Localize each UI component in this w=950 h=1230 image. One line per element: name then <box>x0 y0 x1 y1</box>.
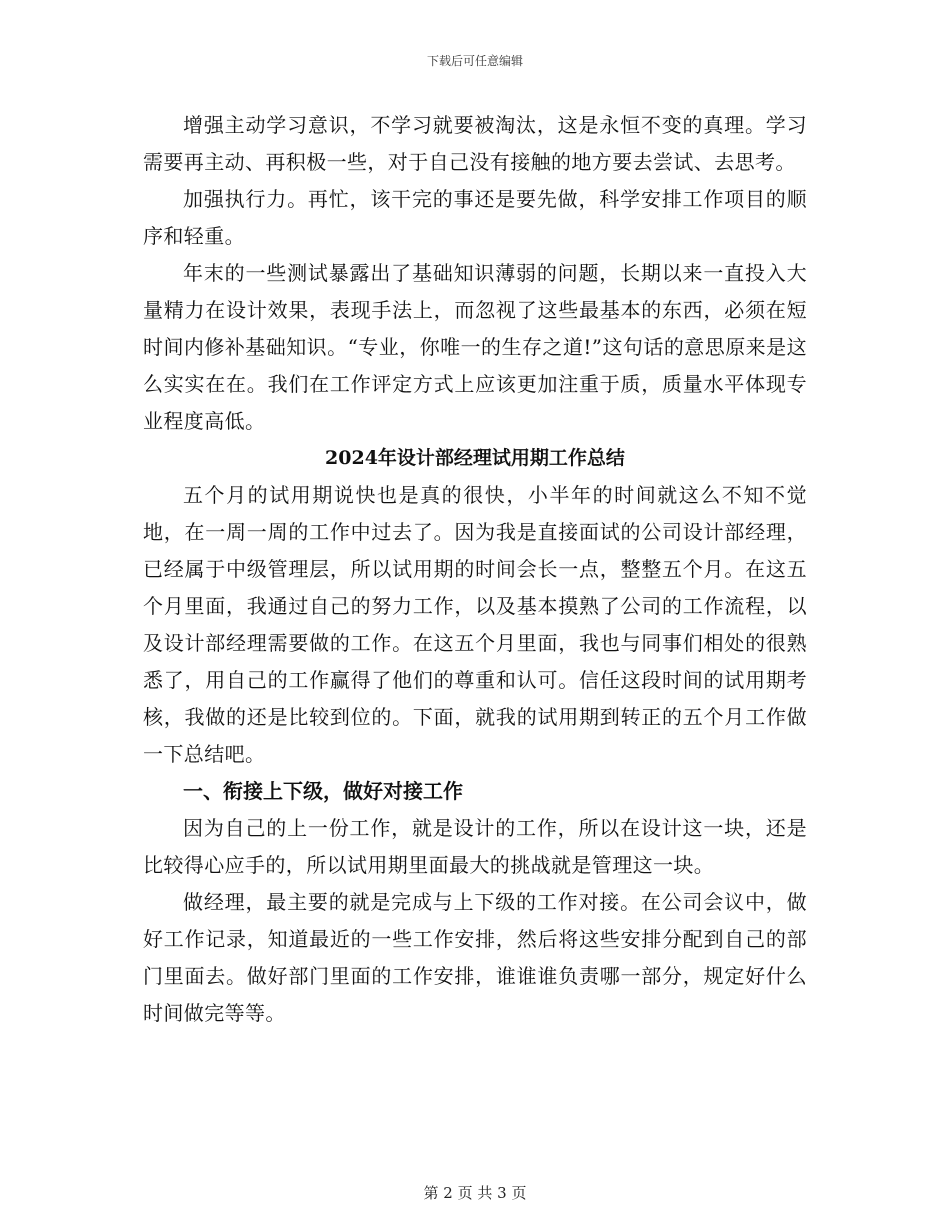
paragraph-basics: 年末的一些测试暴露出了基础知识薄弱的问题，长期以来一直投入大量精力在设计效果，表现手法上，而忽视了这些最基本的东西，必须在短时间内修补基础知识。“专业，你唯一的生存之道!”这句话的意思原来是这么实实在在。我们在工作评定方式上应该更加注重于质，质量水平体现专业程度高低。 <box>143 261 807 433</box>
page-footer: 第 2 页 共 3 页 <box>423 1184 527 1202</box>
paragraph-learning: 增强主动学习意识，不学习就要被淘汰，这是永恒不变的真理。学习需要再主动、再积极一些，对于自己没有接触的地方要去尝试、去思考。 <box>143 113 807 174</box>
document-title: 2024年设计部经理试用期工作总结 <box>325 447 625 469</box>
paragraph-intro: 五个月的试用期说快也是真的很快，小半年的时间就这么不知不觉地，在一周一周的工作中过去了。因为我是直接面试的公司设计部经理，已经属于中级管理层，所以试用期的时间会长一点，整整五个月。在这五个月里面，我通过自己的努力工作，以及基本摸熟了公司的工作流程，以及设计部经理需要做的工作。在这五个月里面，我也与同事们相处的很熟悉了，用自己的工作赢得了他们的尊重和认可。信任这段时间的试用期考核，我做的还是比较到位的。下面，就我的试用期到转正的五个月工作做一下总结吧。 <box>143 483 807 766</box>
paragraph-previous-job: 因为自己的上一份工作，就是设计的工作，所以在设计这一块，还是比较得心应手的，所以试用期里面最大的挑战就是管理这一块。 <box>143 816 807 877</box>
page-header: 下载后可任意编辑 <box>426 54 523 68</box>
paragraph-manager-duty: 做经理，最主要的就是完成与上下级的工作对接。在公司会议中，做好工作记录，知道最近的一些工作安排，然后将这些安排分配到自己的部门里面去。做好部门里面的工作安排，谁谁谁负责哪一部分，规定好什么时间做完等等。 <box>143 890 807 1025</box>
paragraph-execution: 加强执行力。再忙，该干完的事还是要先做，科学安排工作项目的顺序和轻重。 <box>143 187 807 248</box>
section-heading: 一、衔接上下级，做好对接工作 <box>183 779 463 803</box>
document-body <box>143 107 807 1032</box>
